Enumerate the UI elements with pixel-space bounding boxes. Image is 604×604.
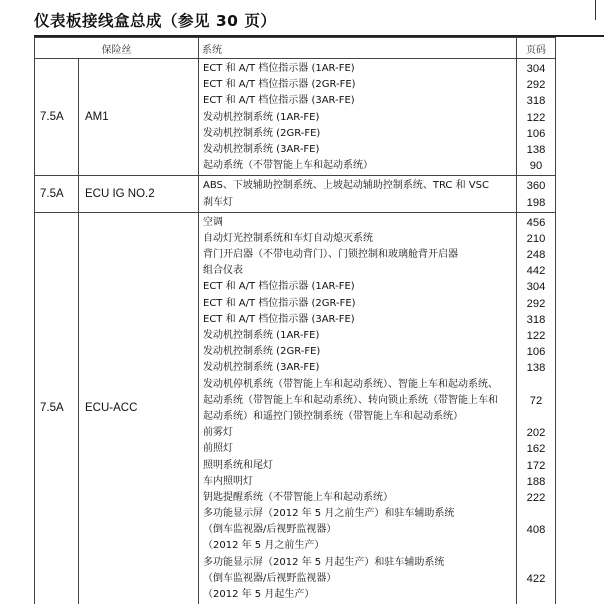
page-number: 106 (526, 346, 546, 359)
system-entry: ECT 和 A/T 档位指示器 (2GR-FE) (203, 79, 356, 91)
page-number: 138 (526, 143, 546, 156)
page-number: 248 (526, 249, 546, 262)
header-system: 系统 (199, 38, 517, 59)
page-number: 162 (526, 443, 546, 456)
system-entry: 起动系统（带智能上车和起动系统）、转向锁止系统（带智能上车和 (203, 394, 498, 406)
page-number: 422 (526, 572, 546, 585)
page-number (517, 506, 555, 522)
system-entry: 照明系统和尾灯 (203, 459, 273, 471)
system-entry: 发动机控制系统 (3AR-FE) (203, 362, 320, 374)
system-entry: ECT 和 A/T 档位指示器 (1AR-FE) (203, 281, 355, 293)
system-entry: 起动系统（不带智能上车和起动系统） (203, 160, 373, 172)
system-entry: ECT 和 A/T 档位指示器 (2GR-FE) (203, 297, 356, 309)
system-entry: 多功能显示屏（2012 年 5 月之前生产）和驻车辅助系统 (203, 508, 455, 520)
page-list (517, 212, 556, 604)
page-number: 222 (526, 491, 546, 504)
table-row (35, 176, 556, 212)
system-entry: 起动系统）和遥控门锁控制系统（带智能上车和起动系统） (203, 410, 463, 422)
page-number: 292 (526, 79, 546, 92)
system-entry: 组合仪表 (203, 265, 243, 277)
system-entry: 车内照明灯 (203, 475, 253, 487)
page-number: 360 (526, 180, 546, 193)
page-list (517, 176, 556, 212)
page-number: 292 (526, 297, 546, 310)
page-number: 318 (526, 313, 546, 326)
system-entry: 钥匙提醒系统（不带智能上车和起动系统） (203, 491, 393, 503)
page-number: 122 (526, 111, 546, 124)
page-edge-mark (595, 0, 604, 20)
system-entry: （2012 年 5 月之前生产） (203, 540, 325, 552)
system-entry: 发动机停机系统（带智能上车和起动系统）、智能上车和起动系统、 (203, 378, 498, 390)
page-number (517, 538, 555, 554)
table-header-row (35, 38, 556, 59)
page-number: 210 (526, 232, 546, 245)
system-entry: 前雾灯 (203, 427, 233, 439)
page-number: 198 (526, 196, 546, 209)
page-number: 304 (526, 63, 546, 75)
system-entry: （倒车监视器/后视野监视器） (203, 572, 337, 584)
page-number: 90 (529, 160, 543, 173)
system-entry: 前照灯 (203, 443, 233, 455)
system-entry: ECT 和 A/T 档位指示器 (1AR-FE) (203, 63, 355, 74)
fuse-name: ECU IG NO.2 (79, 176, 199, 212)
page-number: 172 (526, 459, 546, 472)
fuse-amperage: 7.5A (35, 59, 79, 176)
system-list (199, 176, 517, 212)
system-entry: 发动机控制系统 (3AR-FE) (203, 143, 320, 155)
page-number: 202 (526, 427, 546, 440)
page-title: 仪表板接线盒总成（参见 30 页） (34, 12, 277, 30)
header-fuse: 保险丝 (35, 38, 199, 59)
page-number: 442 (526, 265, 546, 278)
system-entry: （倒车监视器/后视野监视器） (203, 524, 337, 536)
system-entry: 背门开启器（不带电动背门）、门锁控制和玻璃舱背开启器 (203, 249, 458, 261)
page-number: 138 (526, 362, 546, 375)
system-entry: ECT 和 A/T 档位指示器 (3AR-FE) (203, 313, 355, 325)
table-row (35, 59, 556, 176)
fuse-amperage: 7.5A (35, 212, 79, 604)
table-row (35, 212, 556, 604)
page-number: 304 (526, 281, 546, 294)
system-entry: 多功能显示屏（2012 年 5 月起生产）和驻车辅助系统 (203, 556, 445, 568)
page-number (517, 587, 555, 603)
page-number (517, 409, 555, 425)
system-entry: 发动机控制系统 (2GR-FE) (203, 127, 321, 139)
page-number: 122 (526, 330, 546, 342)
system-entry: 发动机控制系统 (1AR-FE) (203, 111, 320, 123)
system-entry: （2012 年 5 月起生产） (203, 589, 315, 600)
system-entry: ABS、下坡辅助控制系统、上坡起动辅助控制系统、TRC 和 VSC (203, 180, 489, 192)
system-entry: 发动机控制系统 (2GR-FE) (203, 346, 321, 358)
page-list (517, 59, 556, 176)
system-entry: 发动机控制系统 (1AR-FE) (203, 330, 320, 341)
system-entry: ECT 和 A/T 档位指示器 (3AR-FE) (203, 95, 355, 107)
page-number: 106 (526, 127, 546, 140)
page-number: 456 (526, 216, 546, 229)
fuse-name: AM1 (79, 59, 199, 176)
system-entry: 刹车灯 (203, 196, 233, 208)
page-number: 408 (526, 524, 546, 537)
page-number: 72 (529, 394, 543, 407)
system-entry: 自动灯光控制系统和车灯自动熄灭系统 (203, 232, 373, 244)
fuse-table (34, 37, 556, 604)
page-number (517, 377, 555, 393)
page-number: 318 (526, 95, 546, 108)
header-page: 页码 (517, 38, 556, 59)
fuse-name: ECU-ACC (79, 212, 199, 604)
page-number: 188 (526, 475, 546, 488)
system-list (199, 212, 517, 604)
system-entry: 空调 (203, 216, 223, 228)
page-number (517, 555, 555, 571)
fuse-amperage: 7.5A (35, 176, 79, 212)
system-list (199, 59, 517, 176)
